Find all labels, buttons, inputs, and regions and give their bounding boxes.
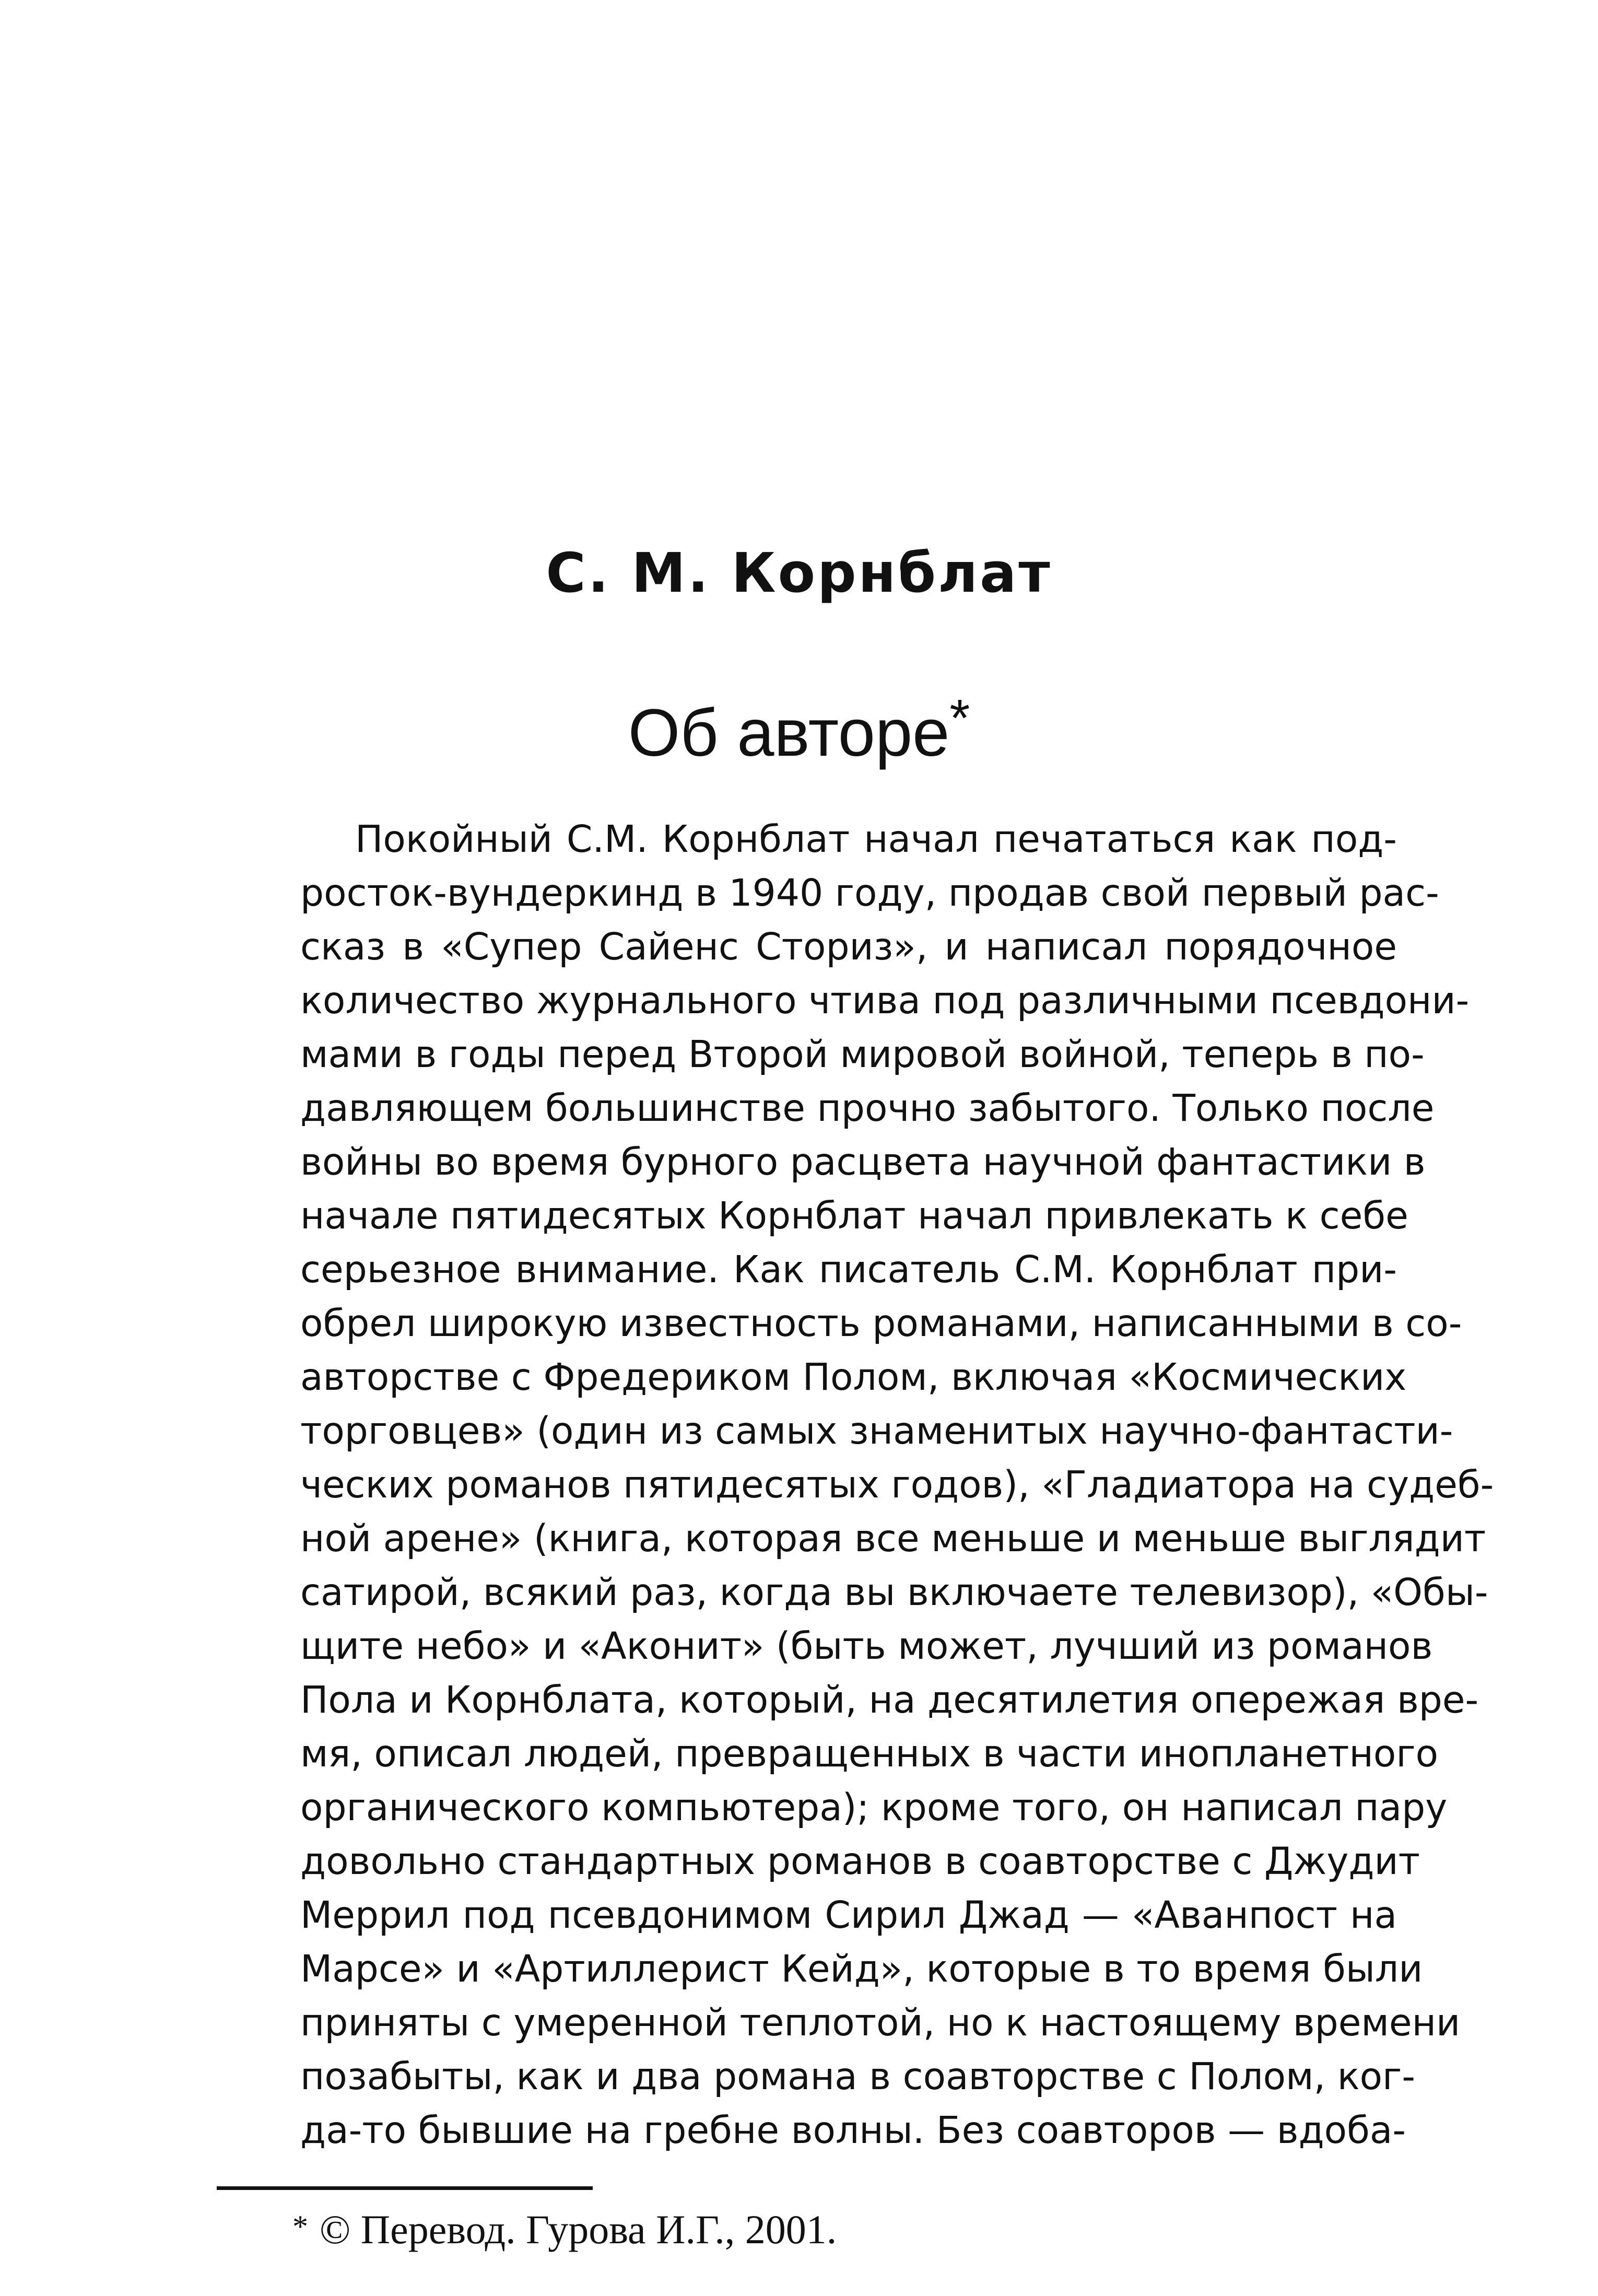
footnote-marker: * [292,2209,308,2244]
footnote [292,2209,837,2250]
text-line: авторстве с Фредериком Полом, включая «Космических [300,1355,1407,1399]
text-line: количество журнального чтива под различными псевдони- [300,979,1470,1022]
text-line: серьезное внимание. Как писатель С.М. Корнблат при- [300,1248,1397,1291]
text-line: мами в годы перед Второй мировой войной, теперь в по- [300,1033,1425,1076]
text-line: давляющем большинстве прочно забытого. Только после [300,1086,1435,1130]
title-footnote-marker: * [949,689,970,747]
text-line: торговцев» (один из самых знаменитых научно-фантасти- [300,1409,1453,1452]
text-line: Меррил под псевдонимом Сирил Джад — «Аванпост на [300,1893,1397,1937]
text-line: позабыты, как и два романа в соавторстве с Полом, ког- [300,2055,1415,2098]
footnote-text: © Перевод. Гурова И.Г., 2001. [320,2207,837,2252]
page-title [0,689,1598,770]
text-line: щите небо» и «Аконит» (быть может, лучший из романов [300,1624,1433,1668]
text-line: да-то бывшие на гребне волны. Без соавторов — вдоба- [300,2108,1406,2152]
text-line: ческих романов пятидесятых годов), «Гладиатора на судеб- [300,1463,1494,1506]
title-text: Об авторе [628,696,950,770]
text-line: довольно стандартных романов в соавторстве с Джудит [300,1840,1420,1883]
text-line: органического компьютера); кроме того, он написал пару [300,1786,1448,1829]
text-line: начале пятидесятых Корнблат начал привлекать к себе [300,1194,1408,1237]
text-line: росток-вундеркинд в 1940 году, продав свой первый рас- [300,871,1439,915]
text-line: сатирой, всякий раз, когда вы включаете телевизор), «Обы- [300,1571,1488,1614]
text-line: ной арене» (книга, которая все меньше и меньше выглядит [300,1517,1486,1560]
footnote-rule [217,2186,593,2190]
body-paragraph [300,812,1494,2157]
author-name: С. М. Корнблат [546,541,1052,605]
text-line: сказ в «Супер Сайенс Сториз», и написал порядочное [300,925,1397,968]
text-line: обрел широкую известность романами, написанными в со- [300,1302,1462,1345]
text-line: Покойный С.М. Корнблат начал печататься как под- [355,817,1397,861]
text-line: мя, описал людей, превращенных в части инопланетного [300,1732,1439,1775]
text-line: Пола и Корнблата, который, на десятилетия опережая вре- [300,1678,1479,1721]
text-line: войны во время бурного расцвета научной фантастики в [300,1140,1426,1184]
text-line: приняты с умеренной теплотой, но к настоящему времени [300,2001,1461,2044]
text-line: Марсе» и «Артиллерист Кейд», которые в то время были [300,1947,1423,1990]
